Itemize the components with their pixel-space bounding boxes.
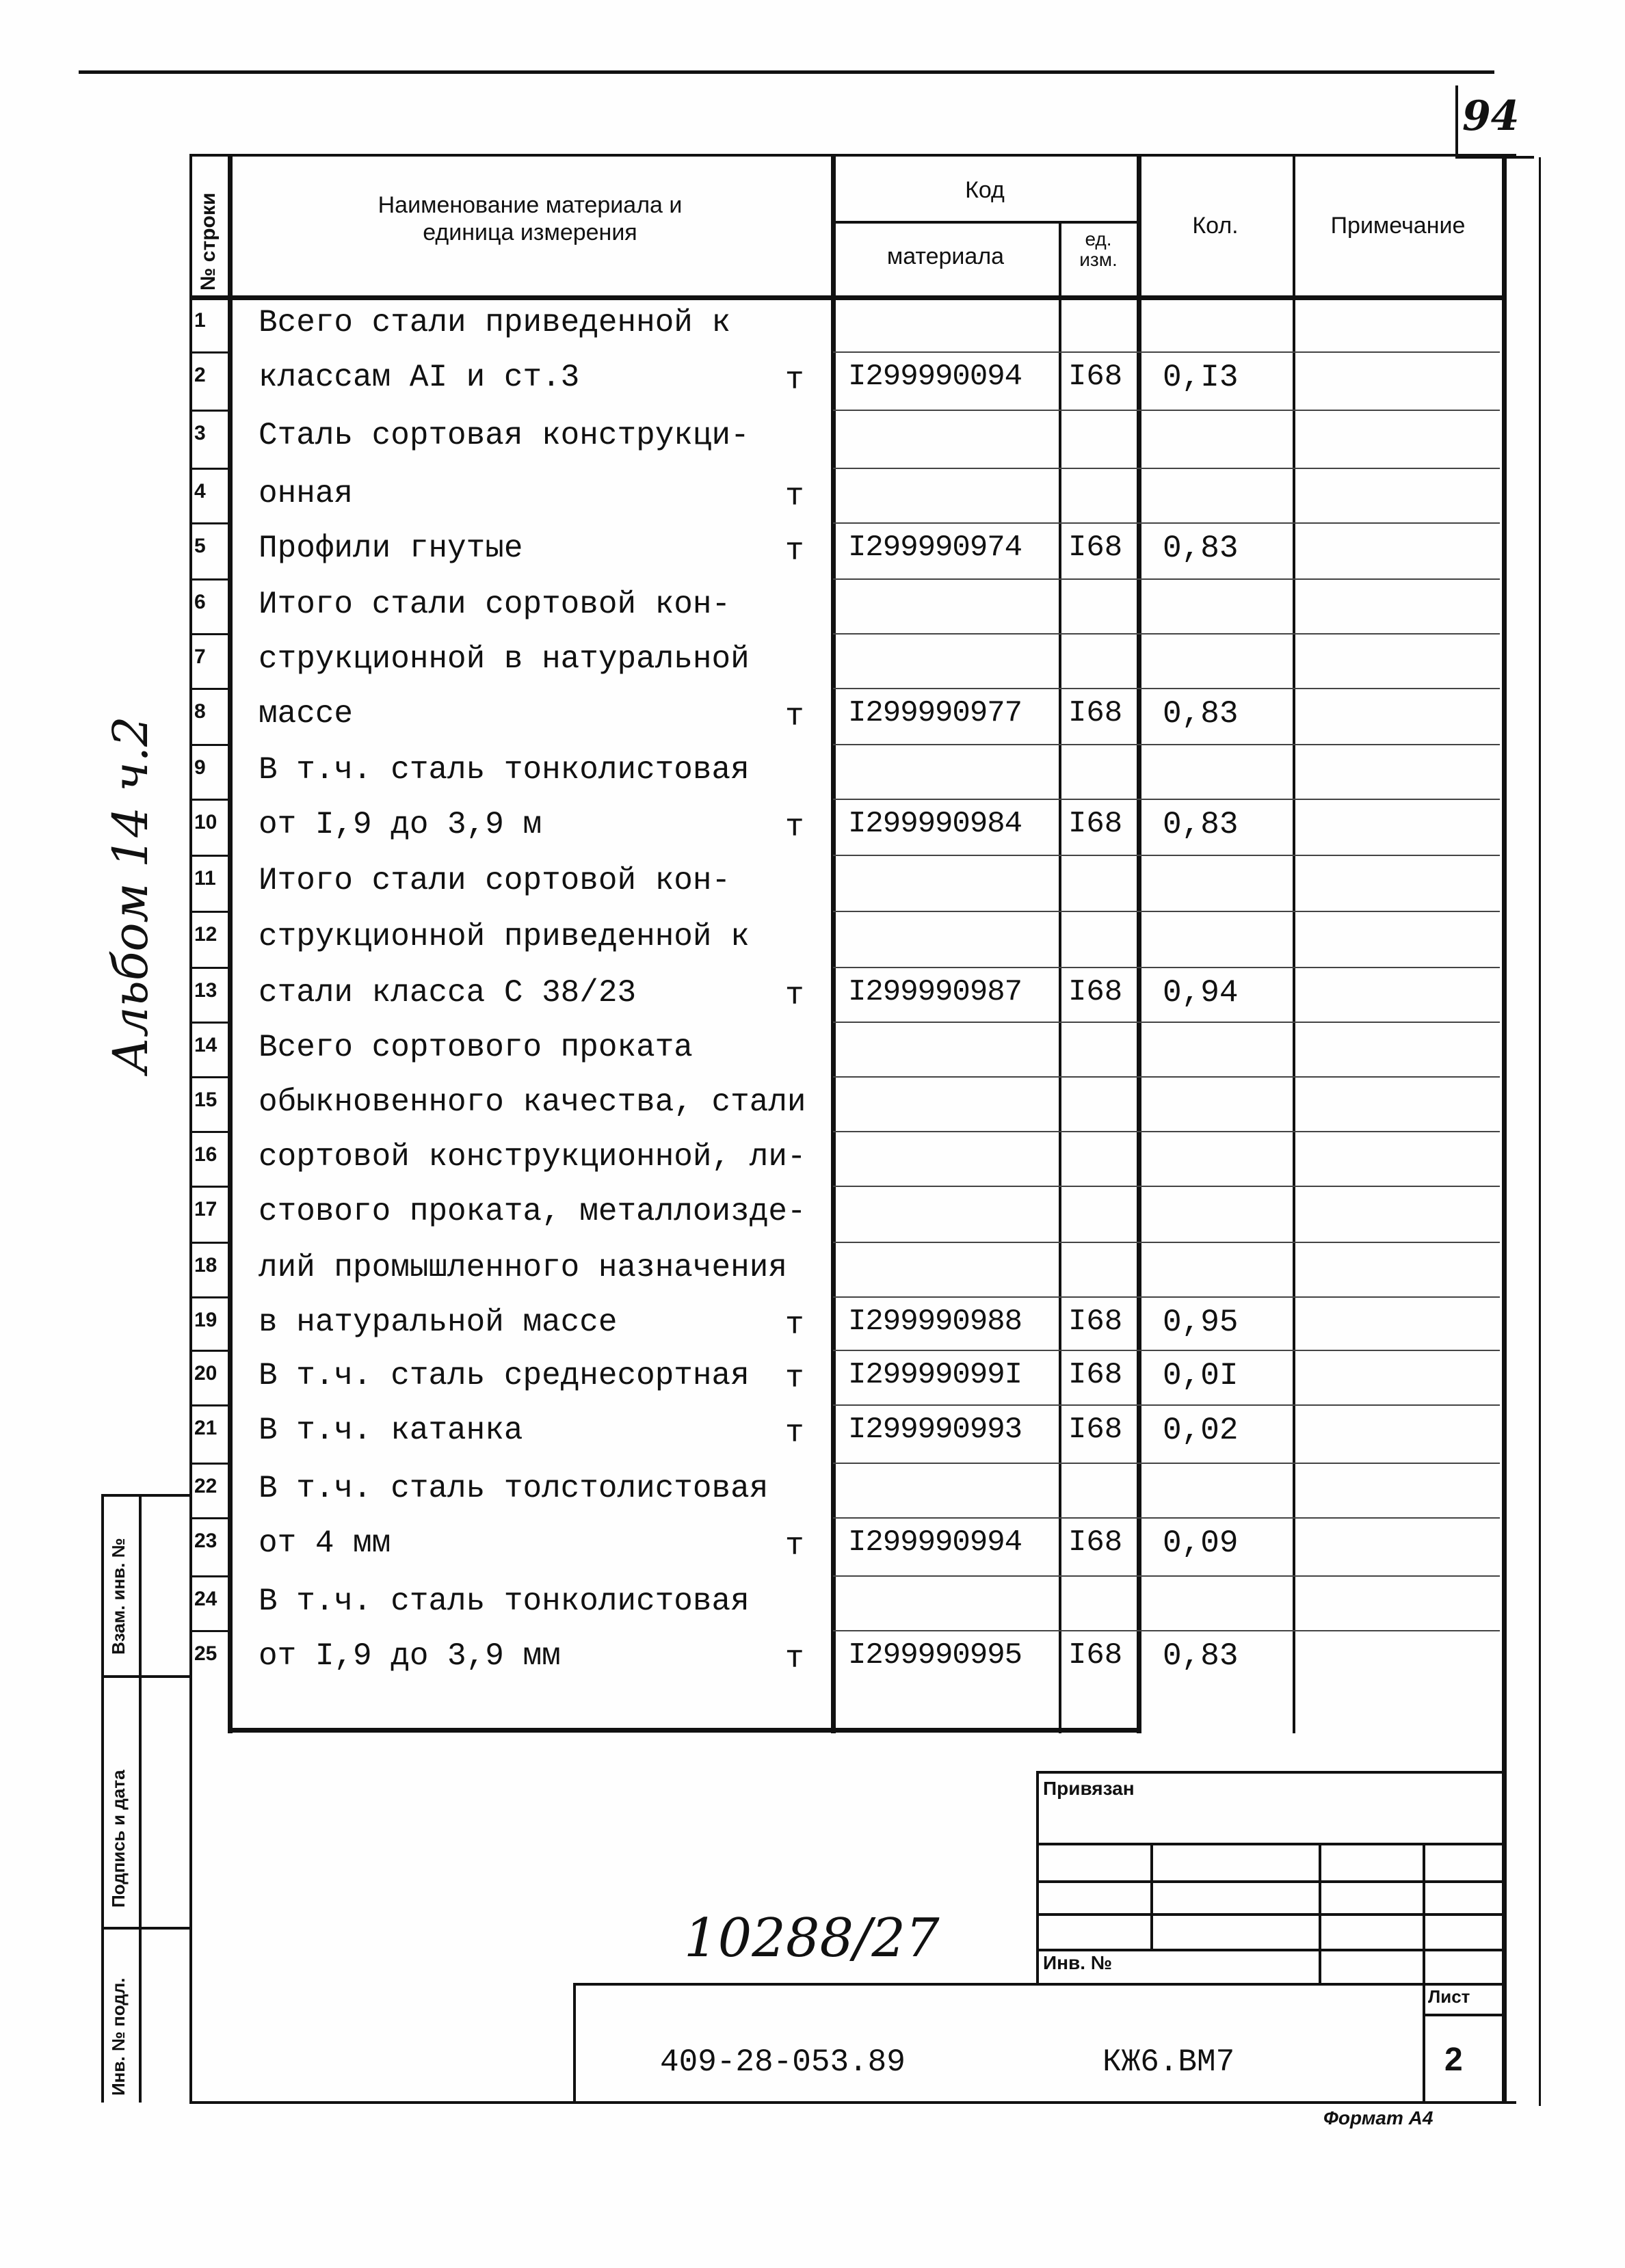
row-name: В т.ч. сталь тонколистовая — [259, 752, 750, 788]
row-rule — [191, 1404, 229, 1406]
row-rule-body — [833, 1242, 1500, 1243]
row-rule-body — [833, 744, 1500, 745]
row-name: струкционной приведенной к — [259, 919, 750, 955]
row-name: лий промышленного назначения — [259, 1250, 787, 1285]
row-unit: т — [785, 699, 804, 734]
row-number: 7 — [194, 645, 206, 668]
row-unit: т — [785, 810, 804, 845]
row-rule-body — [833, 351, 1500, 353]
row-name: струкционной в натуральной — [259, 641, 750, 677]
header-name-line2: единица измерения — [423, 219, 637, 245]
row-code: I299990993 — [848, 1413, 1022, 1447]
row-unit-code: I68 — [1068, 531, 1123, 565]
row-name: онная — [259, 476, 354, 511]
row-rule — [191, 633, 229, 635]
row-rule-body — [833, 1517, 1500, 1519]
row-rule-body — [833, 1404, 1500, 1406]
row-code: I299990094 — [848, 360, 1022, 394]
header-name — [236, 191, 824, 246]
row-rule-body — [833, 1076, 1500, 1078]
row-code: I299990977 — [848, 696, 1022, 730]
row-qty: 0,83 — [1163, 807, 1239, 842]
row-number: 5 — [194, 535, 206, 557]
row-number: 22 — [194, 1475, 217, 1497]
row-number: 8 — [194, 700, 206, 723]
row-name: В т.ч. сталь толстолистовая — [259, 1471, 769, 1506]
privyazan-rule-2 — [1036, 1880, 1505, 1883]
row-qty: 0,I3 — [1163, 360, 1239, 395]
row-number: 18 — [194, 1254, 217, 1277]
body-bottom-rule — [228, 1728, 1137, 1733]
row-rule — [191, 468, 229, 470]
margin-note: Альбом 14 ч.2 — [103, 716, 159, 1073]
top-rule — [79, 70, 1494, 74]
row-number: 10 — [194, 811, 217, 833]
title-block-top — [573, 1983, 1507, 1986]
row-name: от 4 мм — [259, 1525, 391, 1561]
row-rule-body — [833, 1022, 1500, 1023]
row-rule — [191, 1022, 229, 1024]
row-qty: 0,83 — [1163, 696, 1239, 732]
row-code: I299990974 — [848, 531, 1022, 565]
header-note: Примечание — [1330, 213, 1466, 239]
page-number-box-left — [1455, 85, 1458, 157]
row-rule-body — [833, 1350, 1500, 1351]
side-stamp-top — [101, 1494, 189, 1497]
row-name: Профили гнутые — [259, 531, 523, 566]
row-unit: т — [785, 1307, 804, 1343]
header-bottom-rule — [189, 295, 1506, 300]
side-label-inv-podl: Инв. № подл. — [108, 1977, 129, 2096]
row-name: В т.ч. сталь среднесортная — [259, 1358, 750, 1393]
list-label: Лист — [1428, 1986, 1470, 2007]
row-rule — [191, 967, 229, 969]
row-name: стали класса С 38/23 — [259, 975, 637, 1011]
row-qty: 0,95 — [1163, 1305, 1239, 1340]
row-unit: т — [785, 533, 804, 569]
header-code-material: материала — [886, 243, 1005, 269]
row-unit-code: I68 — [1068, 975, 1123, 1009]
sheet-number: 2 — [1444, 2042, 1463, 2078]
row-code: I299990984 — [848, 807, 1022, 841]
row-number: 23 — [194, 1530, 217, 1552]
row-rule-body — [833, 633, 1500, 635]
row-number: 2 — [194, 364, 206, 386]
outer-right-border — [1539, 157, 1541, 2106]
row-name: в натуральной массе — [259, 1305, 618, 1340]
row-number: 4 — [194, 480, 206, 503]
row-number: 13 — [194, 979, 217, 1002]
row-rule-body — [833, 1186, 1500, 1187]
row-unit-code: I68 — [1068, 1358, 1123, 1392]
row-name: сортовой конструкционной, ли- — [259, 1139, 806, 1175]
row-number: 19 — [194, 1309, 217, 1331]
table-top-border — [189, 154, 1516, 157]
handwritten-number: 10288/27 — [684, 1908, 940, 1969]
row-name: Итого стали сортовой кон- — [259, 587, 731, 622]
row-number: 15 — [194, 1089, 217, 1111]
side-stamp-outer — [101, 1494, 104, 2103]
row-number: 3 — [194, 422, 206, 444]
privyazan-top — [1036, 1771, 1505, 1774]
row-number: 25 — [194, 1642, 217, 1665]
row-unit-code: I68 — [1068, 1413, 1123, 1447]
row-number: 9 — [194, 756, 206, 779]
row-unit-code: I68 — [1068, 1525, 1123, 1560]
title-block-left — [573, 1983, 576, 2103]
row-rule — [191, 578, 229, 581]
row-unit-code: I68 — [1068, 360, 1123, 394]
row-rule-body — [833, 855, 1500, 856]
row-number: 17 — [194, 1198, 217, 1220]
table-right-border — [1502, 154, 1507, 2103]
row-name: стового проката, металлоизде- — [259, 1194, 806, 1229]
row-qty: 0,0I — [1163, 1358, 1239, 1393]
header-code: Код — [965, 177, 1005, 203]
row-qty: 0,94 — [1163, 975, 1239, 1011]
side-stamp-rule-2 — [101, 1927, 189, 1930]
row-unit: т — [785, 1528, 804, 1564]
qty-note-divider — [1293, 154, 1295, 1733]
privyazan-col-1 — [1150, 1843, 1153, 1949]
row-rule-body — [833, 1630, 1500, 1631]
row-rule — [191, 1517, 229, 1519]
row-rule-body — [833, 1463, 1500, 1464]
row-rule — [191, 1076, 229, 1078]
row-rule — [191, 1350, 229, 1352]
header-code-unit: ед. изм. — [1079, 228, 1118, 270]
row-number: 21 — [194, 1417, 217, 1439]
table-left-border — [189, 154, 192, 2103]
row-name: Всего стали приведенной к — [259, 305, 731, 341]
row-rule — [191, 688, 229, 690]
row-code: I299990987 — [848, 975, 1022, 1009]
row-rule — [191, 1463, 229, 1465]
page-number: 94 — [1462, 92, 1520, 140]
privyazan-col-3 — [1423, 1843, 1425, 2103]
row-rule-body — [833, 1296, 1500, 1298]
row-unit: т — [785, 1415, 804, 1451]
row-number: 6 — [194, 591, 206, 613]
table-bottom-rule — [189, 2101, 1516, 2104]
row-unit: т — [785, 1641, 804, 1677]
row-name: классам АI и ст.3 — [259, 360, 580, 395]
row-rule — [191, 410, 229, 412]
side-label-sign-date: Подпись и дата — [108, 1770, 129, 1908]
side-stamp-rule-1 — [101, 1675, 189, 1678]
row-rule — [191, 744, 229, 746]
doc-code: 409-28-053.89 — [660, 2044, 906, 2080]
row-unit: т — [785, 978, 804, 1013]
row-code: I29999099I — [848, 1358, 1022, 1392]
row-unit-code: I68 — [1068, 1305, 1123, 1339]
row-unit: т — [785, 479, 804, 514]
row-unit-code: I68 — [1068, 807, 1123, 841]
row-rule — [191, 1131, 229, 1133]
side-label-inv-vzam: Взам. инв. № — [108, 1538, 129, 1655]
inv-no-label: Инв. № — [1043, 1952, 1113, 1973]
row-name: В т.ч. сталь тонколистовая — [259, 1584, 750, 1619]
privyazan-rule-1 — [1036, 1843, 1505, 1845]
row-name: массе — [259, 696, 354, 732]
header-name-line1: Наименование материала и — [378, 192, 683, 218]
row-rule-body — [833, 522, 1500, 524]
privyazan-rule-3 — [1036, 1913, 1505, 1916]
row-rule-body — [833, 911, 1500, 912]
rownum-divider — [228, 154, 233, 1733]
row-unit: т — [785, 1361, 804, 1396]
format-label: Формат А4 — [1323, 2107, 1434, 2129]
row-rule-body — [833, 1575, 1500, 1577]
row-rule — [191, 1242, 229, 1244]
row-rule — [191, 1630, 229, 1632]
row-rule-body — [833, 1131, 1500, 1132]
row-rule — [191, 522, 229, 524]
row-qty: 0,09 — [1163, 1525, 1239, 1561]
row-code: I299990988 — [848, 1305, 1022, 1339]
row-number: 11 — [194, 867, 216, 890]
row-qty: 0,83 — [1163, 531, 1239, 566]
row-name: Всего сортового проката — [259, 1030, 693, 1065]
row-code: I299990995 — [848, 1638, 1022, 1672]
row-rule — [191, 1296, 229, 1298]
row-rule — [191, 1575, 229, 1577]
row-number: 12 — [194, 923, 217, 946]
row-number: 16 — [194, 1143, 217, 1166]
row-number: 24 — [194, 1588, 217, 1610]
row-rule — [191, 351, 229, 353]
row-rule-body — [833, 688, 1500, 689]
row-name: от I,9 до 3,9 мм — [259, 1638, 561, 1674]
row-rule — [191, 1186, 229, 1188]
row-unit-code: I68 — [1068, 696, 1123, 730]
row-rule — [191, 911, 229, 913]
row-rule — [191, 855, 229, 857]
row-unit-code: I68 — [1068, 1638, 1123, 1672]
list-box-rule — [1423, 2014, 1505, 2016]
row-name: обыкновенного качества, стали — [259, 1084, 806, 1120]
row-name: В т.ч. катанка — [259, 1413, 523, 1448]
code-unit-divider — [1059, 222, 1061, 1733]
name-divider — [831, 154, 836, 1733]
row-code: I299990994 — [848, 1525, 1022, 1560]
privyazan-col-2 — [1319, 1843, 1321, 1983]
row-rule-body — [833, 468, 1500, 469]
row-rule — [191, 799, 229, 801]
row-rule-body — [833, 578, 1500, 580]
row-unit: т — [785, 362, 804, 398]
row-name: Сталь сортовая конструкци- — [259, 418, 750, 453]
doc-mark: КЖ6.ВМ7 — [1102, 2044, 1235, 2080]
privyazan-rule-4 — [1036, 1949, 1505, 1951]
row-rule-body — [833, 967, 1500, 968]
row-rule-body — [833, 410, 1500, 411]
header-row-number: № строки — [197, 192, 220, 291]
row-number: 1 — [194, 309, 206, 332]
code-qty-divider — [1137, 154, 1141, 1733]
side-stamp-inner — [139, 1494, 142, 2103]
header-qty: Кол. — [1192, 213, 1239, 239]
row-qty: 0,02 — [1163, 1413, 1239, 1448]
privyazan-label: Привязан — [1043, 1778, 1135, 1799]
code-subheader-rule — [833, 221, 1137, 224]
row-number: 20 — [194, 1362, 217, 1385]
row-number: 14 — [194, 1034, 217, 1056]
row-qty: 0,83 — [1163, 1638, 1239, 1674]
row-name: Итого стали сортовой кон- — [259, 863, 731, 898]
row-rule-body — [833, 799, 1500, 800]
row-name: от I,9 до 3,9 м — [259, 807, 542, 842]
